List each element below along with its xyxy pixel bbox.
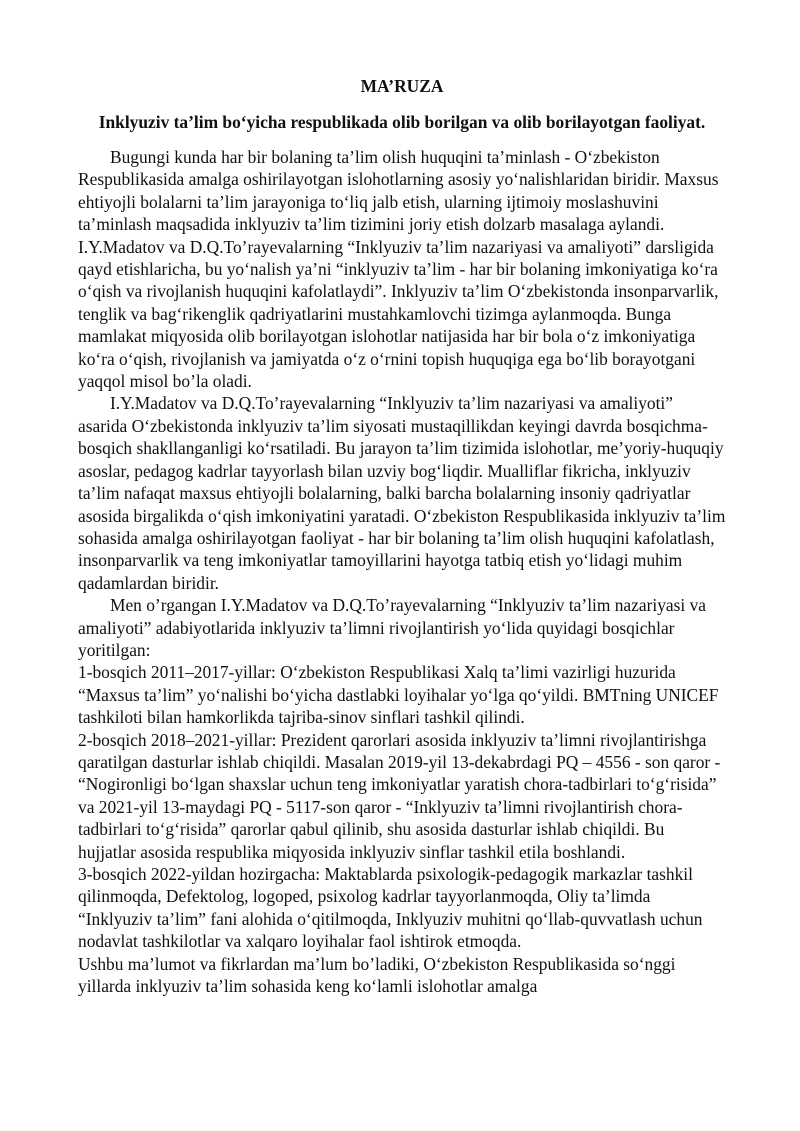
document-body — [78, 146, 726, 997]
document-subtitle: Inklyuziv ta’lim bo‘yicha respublikada olib borilgan va olib borilayotgan faoliyat. — [98, 112, 706, 132]
body-paragraph: Ushbu ma’lumot va fikrlardan ma’lum bo’ladiki, O‘zbekiston Respublikasida so‘nggi yillarda inklyuziv ta’lim sohasida keng ko‘lamli islohotlar amalga — [78, 953, 676, 997]
body-paragraph: Bugungi kunda har bir bolaning ta’lim olish huquqini ta’minlash - O‘zbekiston Respublikasida amalga oshirilayotgan islohotlarning asosiy yo‘nalishlaridan biridir. Maxsus ehtiyojli bolalarni ta’lim jarayoniga to‘liq jalb etish, ularning ijtimoiy moslashuvini ta’minlash maqsadida inklyuziv ta’lim tizimini joriy etish dolzarb masalaga aylandi. I.Y.Madatov va D.Q.To’rayevalarning “Inklyuziv ta’lim nazariyasi va amaliyoti” darsligida qayd etishlaricha, bu yo‘nalish ya’ni “inklyuziv ta’lim - har bir bolaning imkoniyatiga ko‘ra o‘qish va rivojlanish huquqini kafolatlaydi”. Inklyuziv ta’lim O‘zbekistonda insonparvarlik, tenglik va bag‘rikenglik qadriyatlarini mustahkamlovchi tizimga aylanmoqda. Bunga mamlakat miqyosida olib borilayotgan islohotlar natijasida har bir bola o‘z imkoniyatiga ko‘ra o‘qish, rivojlanish va jamiyatda o‘z o‘rnini topish huquqiga ega bo‘lib borayotgani yaqqol misol bo’la oladi. — [78, 147, 719, 392]
document-page — [78, 74, 726, 997]
body-paragraph: Men o’rgangan I.Y.Madatov va D.Q.To’rayevalarning “Inklyuziv ta’lim nazariyasi va amaliyoti” adabiyotlarida inklyuziv ta’limni rivojlantirish yo‘lida quyidagi bosqichlar yoritilgan: — [78, 595, 706, 660]
body-paragraph: 2-bosqich 2018–2021-yillar: Prezident qarorlari asosida inklyuziv ta’limni rivojlantirishga qaratilgan dasturlar ishlab chiqildi. Masalan 2019-yil 13-dekabrdagi PQ – 4556 - son qaror - “Nogironligi bo‘lgan shaxslar uchun teng imkoniyatlar yaratish chora-tadbirlari to‘g‘risida” va 2021-yil 13-maydagi PQ - 5117-son qaror - “Inklyuziv ta’limni rivojlantirish chora-tadbirlari to‘g‘risida” qarorlar qabul qilinib, shu asosida dasturlar ishlab chiqildi. Bu hujjatlar asosida respublika miqyosida inklyuziv sinflar tashkil etila boshlandi. — [78, 729, 721, 862]
body-paragraph: 3-bosqich 2022-yildan hozirgacha: Maktablarda psixologik-pedagogik markazlar tashkil qilinmoqda, Defektolog, logoped, psixolog kadrlar tayyorlanmoqda, Oliy ta’limda “Inklyuziv ta’lim” fani alohida o‘qitilmoqda, Inklyuziv muhitni qo‘llab-quvvatlash uchun nodavlat tashkilotlar va xalqaro loyihalar faol ishtirok etmoqda. — [78, 864, 703, 952]
body-paragraph: 1-bosqich 2011–2017-yillar: O‘zbekiston Respublikasi Xalq ta’limi vazirligi huzurida “Maxsus ta’lim” yo‘nalishi bo‘yicha dastlabki loyihalar yo‘lga qo‘yildi. BMTning UNICEF tashkiloti bilan hamkorlikda tajriba-sinov sinflari tashkil qilindi. — [78, 662, 719, 728]
body-paragraph: I.Y.Madatov va D.Q.To’rayevalarning “Inklyuziv ta’lim nazariyasi va amaliyoti” asarida O‘zbekistonda inklyuziv ta’lim siyosati mustaqillikdan keyingi davrda bosqichma-bosqich shakllanganligi ko‘rsatiladi. Bu jarayon ta’lim tizimida islohotlar, me’yoriy-huquqiy asoslar, pedagog kadrlar tayyorlash bilan uzviy bog‘liqdir. Mualliflar fikricha, inklyuziv ta’lim nafaqat maxsus ehtiyojli bolalarning, balki barcha bolalarning insoniy qadriyatlar asosida birgalikda o‘qish imkoniyatini yaratadi. O‘zbekiston Respublikasida inklyuziv ta’lim sohasida amalga oshirilayotgan faoliyat - har bir bolaning ta’lim olish huquqini kafolatlash, insonparvarlik va teng imkoniyatlar tamoyillarini hayotga tatbiq etish yo‘lidagi muhim qadamlardan biridir. — [78, 393, 726, 593]
document-title: MA’RUZA — [360, 76, 444, 96]
